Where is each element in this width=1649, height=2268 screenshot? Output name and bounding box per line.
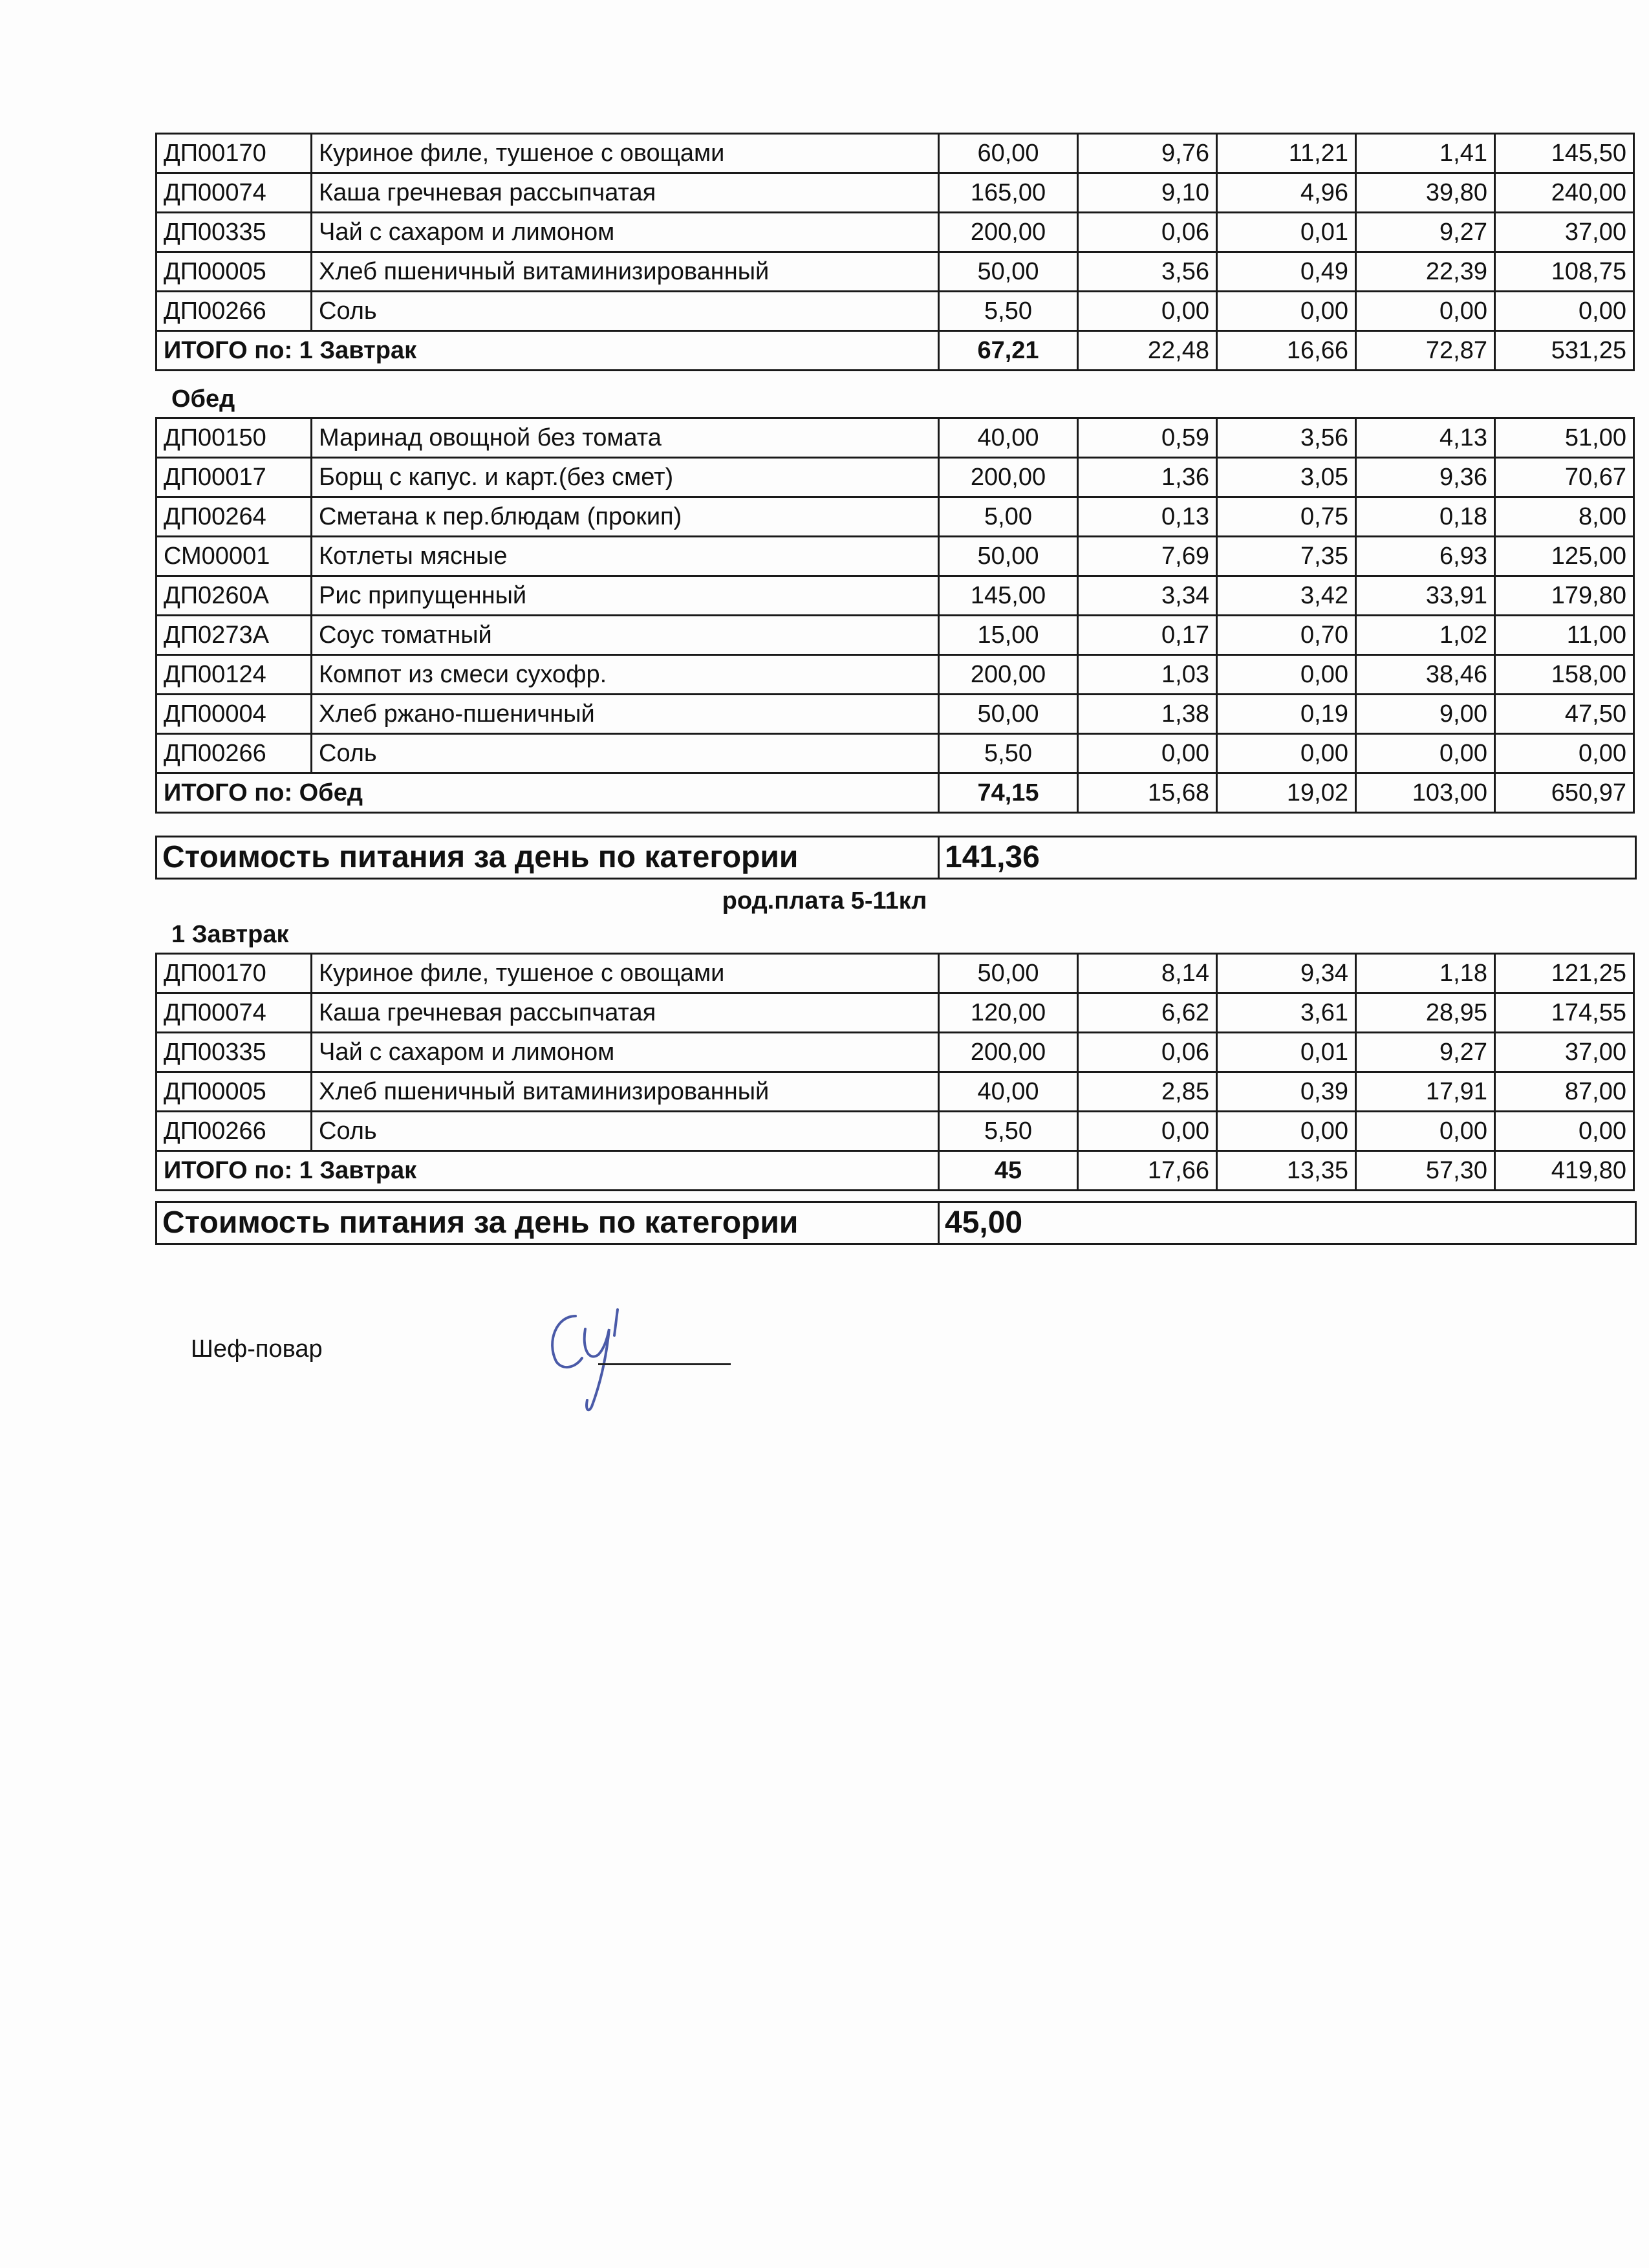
total-value-1: 17,66 (1078, 1151, 1217, 1191)
dish-weight: 120,00 (939, 993, 1078, 1033)
dish-weight: 200,00 (939, 655, 1078, 695)
daily-cost-label: Стоимость питания за день по категории (156, 837, 939, 879)
dish-code: ДП0273А (156, 616, 312, 655)
dish-name: Соус томатный (312, 616, 939, 655)
dish-name: Хлеб пшеничный витаминизированный (312, 252, 939, 292)
dish-value-1: 7,69 (1078, 537, 1217, 576)
dish-value-1: 0,13 (1078, 497, 1217, 537)
breakfast-table-2 (155, 953, 1635, 1191)
table-row (156, 954, 1634, 993)
dish-weight: 5,50 (939, 1112, 1078, 1151)
dish-code: ДП00005 (156, 252, 312, 292)
dish-weight: 50,00 (939, 695, 1078, 734)
total-value-2: 19,02 (1217, 773, 1356, 813)
dish-value-3: 38,46 (1356, 655, 1495, 695)
dish-value-2: 9,34 (1217, 954, 1356, 993)
dish-value-2: 3,05 (1217, 458, 1356, 497)
dish-value-3: 0,00 (1356, 292, 1495, 331)
dish-value-2: 3,42 (1217, 576, 1356, 616)
dish-value-1: 0,00 (1078, 292, 1217, 331)
dish-value-2: 3,61 (1217, 993, 1356, 1033)
dish-value-4: 87,00 (1495, 1072, 1634, 1112)
section-title-lunch: Обед (171, 385, 235, 413)
dish-name: Куриное филе, тушеное с овощами (312, 134, 939, 173)
dish-code: ДП00004 (156, 695, 312, 734)
dish-weight: 5,50 (939, 292, 1078, 331)
dish-value-2: 7,35 (1217, 537, 1356, 576)
dish-code: ДП00017 (156, 458, 312, 497)
dish-code: ДП0260А (156, 576, 312, 616)
dish-value-2: 0,00 (1217, 655, 1356, 695)
section-title-breakfast-2: 1 Завтрак (171, 921, 289, 948)
dish-value-4: 0,00 (1495, 1112, 1634, 1151)
table-row (156, 458, 1634, 497)
dish-name: Борщ с капус. и карт.(без смет) (312, 458, 939, 497)
dish-value-4: 145,50 (1495, 134, 1634, 173)
table-row (156, 734, 1634, 773)
total-label: ИТОГО по: 1 Завтрак (156, 1151, 939, 1191)
dish-value-3: 39,80 (1356, 173, 1495, 213)
dish-weight: 200,00 (939, 213, 1078, 252)
dish-weight: 200,00 (939, 458, 1078, 497)
dish-name: Маринад овощной без томата (312, 418, 939, 458)
dish-value-3: 1,41 (1356, 134, 1495, 173)
total-value-2: 13,35 (1217, 1151, 1356, 1191)
daily-cost-label: Стоимость питания за день по категории (156, 1202, 939, 1244)
dish-code: ДП00170 (156, 954, 312, 993)
dish-value-2: 3,56 (1217, 418, 1356, 458)
total-weight: 67,21 (939, 331, 1078, 371)
dish-name: Соль (312, 292, 939, 331)
dish-value-3: 9,27 (1356, 1033, 1495, 1072)
table-row (156, 252, 1634, 292)
dish-value-4: 11,00 (1495, 616, 1634, 655)
dish-value-4: 37,00 (1495, 1033, 1634, 1072)
total-value-4: 419,80 (1495, 1151, 1634, 1191)
dish-value-2: 0,00 (1217, 1112, 1356, 1151)
dish-value-1: 0,00 (1078, 734, 1217, 773)
total-row (156, 773, 1634, 813)
dish-value-2: 0,01 (1217, 213, 1356, 252)
dish-name: Каша гречневая рассыпчатая (312, 173, 939, 213)
dish-weight: 60,00 (939, 134, 1078, 173)
table-row (156, 655, 1634, 695)
total-value-4: 531,25 (1495, 331, 1634, 371)
dish-weight: 50,00 (939, 537, 1078, 576)
dish-code: ДП00170 (156, 134, 312, 173)
dish-value-1: 0,17 (1078, 616, 1217, 655)
dish-code: ДП00266 (156, 1112, 312, 1151)
dish-value-1: 0,00 (1078, 1112, 1217, 1151)
dish-value-3: 1,02 (1356, 616, 1495, 655)
dish-value-4: 47,50 (1495, 695, 1634, 734)
dish-name: Чай с сахаром и лимоном (312, 213, 939, 252)
dish-value-3: 17,91 (1356, 1072, 1495, 1112)
dish-value-2: 0,00 (1217, 734, 1356, 773)
dish-name: Чай с сахаром и лимоном (312, 1033, 939, 1072)
dish-value-2: 0,39 (1217, 1072, 1356, 1112)
table-row (156, 213, 1634, 252)
signature-icon (537, 1290, 653, 1420)
dish-value-1: 9,10 (1078, 173, 1217, 213)
dish-name: Хлеб ржано-пшеничный (312, 695, 939, 734)
lunch-table (155, 417, 1635, 814)
dish-weight: 5,50 (939, 734, 1078, 773)
total-label: ИТОГО по: Обед (156, 773, 939, 813)
dish-value-2: 0,49 (1217, 252, 1356, 292)
dish-value-1: 0,06 (1078, 213, 1217, 252)
dish-value-2: 0,01 (1217, 1033, 1356, 1072)
dish-value-1: 0,06 (1078, 1033, 1217, 1072)
dish-name: Каша гречневая рассыпчатая (312, 993, 939, 1033)
total-weight: 45 (939, 1151, 1078, 1191)
dish-name: Котлеты мясные (312, 537, 939, 576)
dish-name: Рис припущенный (312, 576, 939, 616)
dish-value-3: 9,00 (1356, 695, 1495, 734)
dish-code: ДП00124 (156, 655, 312, 695)
dish-code: ДП00005 (156, 1072, 312, 1112)
dish-value-2: 0,00 (1217, 292, 1356, 331)
chef-label: Шеф-повар (191, 1335, 323, 1363)
dish-value-1: 6,62 (1078, 993, 1217, 1033)
table-row (156, 1033, 1634, 1072)
dish-value-3: 4,13 (1356, 418, 1495, 458)
dish-name: Сметана к пер.блюдам (прокип) (312, 497, 939, 537)
dish-value-2: 0,70 (1217, 616, 1356, 655)
dish-value-3: 0,00 (1356, 734, 1495, 773)
total-value-3: 57,30 (1356, 1151, 1495, 1191)
table-row (156, 993, 1634, 1033)
dish-value-4: 125,00 (1495, 537, 1634, 576)
dish-weight: 5,00 (939, 497, 1078, 537)
table-row (156, 576, 1634, 616)
dish-value-3: 33,91 (1356, 576, 1495, 616)
dish-value-4: 121,25 (1495, 954, 1634, 993)
total-value-1: 15,68 (1078, 773, 1217, 813)
dish-name: Компот из смеси сухофр. (312, 655, 939, 695)
dish-value-4: 51,00 (1495, 418, 1634, 458)
dish-value-3: 9,36 (1356, 458, 1495, 497)
dish-value-1: 3,34 (1078, 576, 1217, 616)
total-value-1: 22,48 (1078, 331, 1217, 371)
dish-weight: 15,00 (939, 616, 1078, 655)
dish-code: ДП00150 (156, 418, 312, 458)
dish-weight: 40,00 (939, 418, 1078, 458)
dish-value-3: 9,27 (1356, 213, 1495, 252)
daily-cost-table-2 (155, 1201, 1637, 1245)
dish-value-1: 1,03 (1078, 655, 1217, 695)
dish-weight: 165,00 (939, 173, 1078, 213)
dish-weight: 50,00 (939, 954, 1078, 993)
table-row (156, 292, 1634, 331)
daily-cost-table-1 (155, 836, 1637, 880)
dish-value-1: 1,38 (1078, 695, 1217, 734)
dish-value-4: 158,00 (1495, 655, 1634, 695)
dish-value-4: 8,00 (1495, 497, 1634, 537)
total-value-3: 103,00 (1356, 773, 1495, 813)
dish-code: ДП00074 (156, 993, 312, 1033)
table-row (156, 418, 1634, 458)
total-value-2: 16,66 (1217, 331, 1356, 371)
dish-value-1: 8,14 (1078, 954, 1217, 993)
dish-value-4: 240,00 (1495, 173, 1634, 213)
total-weight: 74,15 (939, 773, 1078, 813)
dish-code: ДП00266 (156, 292, 312, 331)
dish-value-1: 0,59 (1078, 418, 1217, 458)
dish-weight: 50,00 (939, 252, 1078, 292)
dish-code: ДП00266 (156, 734, 312, 773)
dish-code: ДП00074 (156, 173, 312, 213)
dish-code: ДП00335 (156, 1033, 312, 1072)
dish-value-3: 22,39 (1356, 252, 1495, 292)
dish-value-4: 0,00 (1495, 292, 1634, 331)
table-row (156, 497, 1634, 537)
dish-name: Соль (312, 1112, 939, 1151)
dish-value-1: 3,56 (1078, 252, 1217, 292)
dish-name: Куриное филе, тушеное с овощами (312, 954, 939, 993)
table-row (156, 537, 1634, 576)
dish-value-1: 1,36 (1078, 458, 1217, 497)
total-value-4: 650,97 (1495, 773, 1634, 813)
breakfast-table-1 (155, 133, 1635, 371)
table-row (156, 173, 1634, 213)
dish-value-4: 37,00 (1495, 213, 1634, 252)
total-row (156, 1151, 1634, 1191)
dish-value-4: 70,67 (1495, 458, 1634, 497)
dish-value-2: 0,75 (1217, 497, 1356, 537)
total-value-3: 72,87 (1356, 331, 1495, 371)
dish-value-3: 6,93 (1356, 537, 1495, 576)
dish-value-3: 1,18 (1356, 954, 1495, 993)
signature-line (598, 1363, 731, 1365)
dish-value-1: 2,85 (1078, 1072, 1217, 1112)
dish-value-2: 4,96 (1217, 173, 1356, 213)
dish-value-3: 28,95 (1356, 993, 1495, 1033)
dish-code: ДП00335 (156, 213, 312, 252)
dish-value-4: 179,80 (1495, 576, 1634, 616)
dish-value-3: 0,00 (1356, 1112, 1495, 1151)
dish-weight: 145,00 (939, 576, 1078, 616)
daily-cost-value: 45,00 (939, 1202, 1636, 1244)
total-row (156, 331, 1634, 371)
total-label: ИТОГО по: 1 Завтрак (156, 331, 939, 371)
dish-code: СМ00001 (156, 537, 312, 576)
dish-value-4: 108,75 (1495, 252, 1634, 292)
table-row (156, 616, 1634, 655)
table-row (156, 134, 1634, 173)
dish-weight: 200,00 (939, 1033, 1078, 1072)
dish-value-3: 0,18 (1356, 497, 1495, 537)
daily-cost-value: 141,36 (939, 837, 1636, 879)
table-row (156, 1072, 1634, 1112)
dish-name: Соль (312, 734, 939, 773)
table-row (156, 695, 1634, 734)
dish-value-2: 0,19 (1217, 695, 1356, 734)
dish-weight: 40,00 (939, 1072, 1078, 1112)
dish-value-2: 11,21 (1217, 134, 1356, 173)
dish-value-1: 9,76 (1078, 134, 1217, 173)
dish-name: Хлеб пшеничный витаминизированный (312, 1072, 939, 1112)
dish-code: ДП00264 (156, 497, 312, 537)
dish-value-4: 0,00 (1495, 734, 1634, 773)
category-title: род.плата 5-11кл (722, 887, 927, 914)
table-row (156, 1112, 1634, 1151)
dish-value-4: 174,55 (1495, 993, 1634, 1033)
